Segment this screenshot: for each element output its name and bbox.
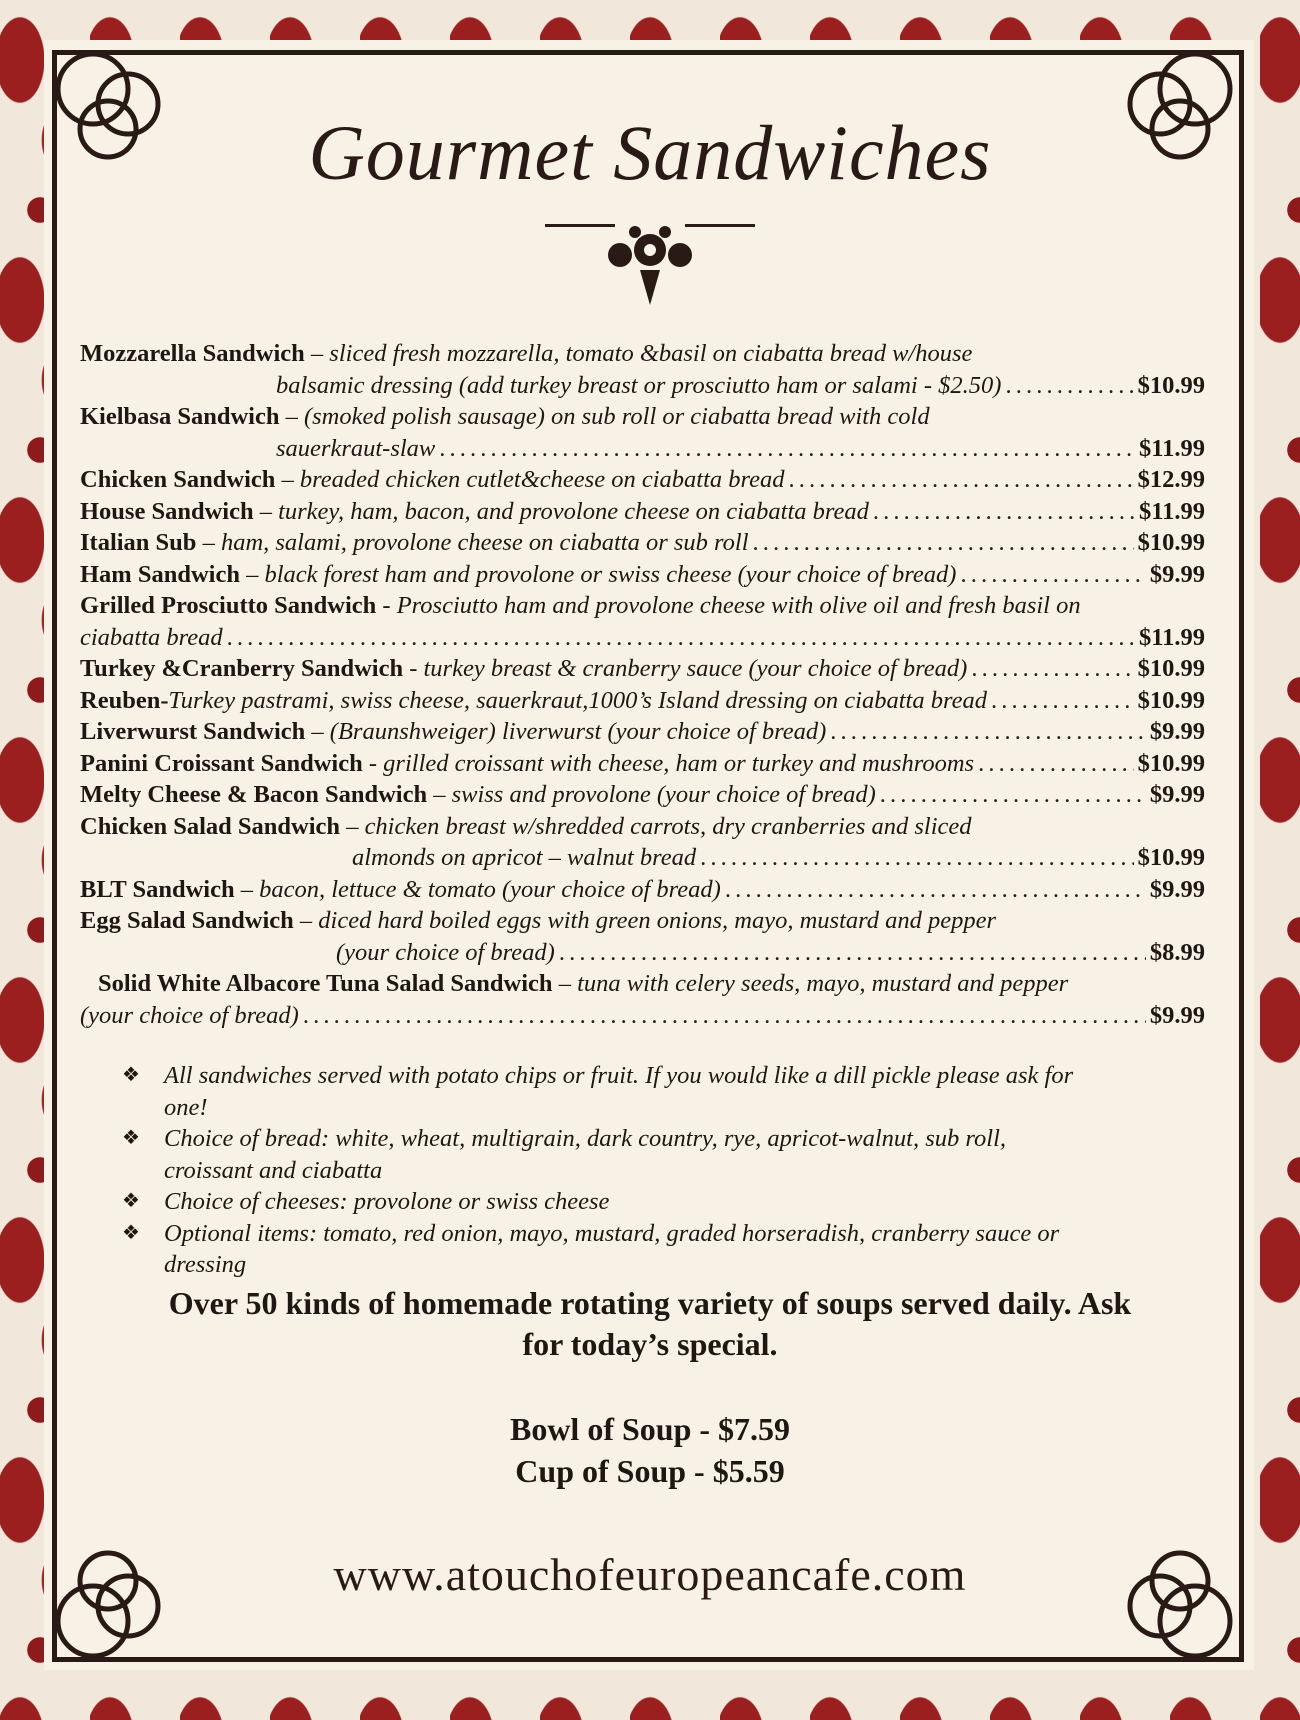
menu-item-name: Chicken Sandwich [80, 466, 276, 493]
menu-item-description: breaded chicken cutlet&cheese on ciabatta bread [299, 466, 785, 493]
menu-item-description: sliced fresh mozzarella, tomato &basil on ciabatta bread w/house [329, 340, 973, 367]
menu-item-name: BLT Sandwich [80, 875, 235, 903]
dot-leader [303, 1000, 1146, 1032]
diamond-bullet-icon: ❖ [122, 1190, 140, 1212]
menu-item-name: House Sandwich [80, 497, 254, 525]
menu-item-name: Egg Salad Sandwich [80, 907, 294, 934]
dot-leader [789, 464, 1134, 496]
dot-leader [227, 622, 1135, 654]
menu-item-description-cont: ciabatta bread [80, 623, 223, 651]
menu-note-text-cont: one! [164, 1093, 208, 1121]
diamond-bullet-icon: ❖ [122, 1221, 140, 1244]
menu-item [80, 653, 1205, 685]
menu-item-description: swiss and provolone (your choice of bread) [451, 781, 876, 808]
menu-item-name: Reuben- [80, 686, 169, 714]
menu-item-price: $9.99 [1149, 718, 1205, 745]
menu-item [80, 527, 1205, 559]
menu-item [80, 779, 1205, 811]
menu-item-separator: – [275, 466, 300, 493]
menu-item-description-cont: balsamic dressing (add turkey breast or prosciutto ham or salami - $2.50) [276, 371, 1002, 399]
menu-item-price: $10.99 [1137, 749, 1205, 777]
menu-item-description: chicken breast w/shredded carrots, dry cranberries and sliced [364, 812, 972, 840]
menu-item-price: $8.99 [1149, 938, 1205, 966]
menu-item-name: Solid White Albacore Tuna Salad Sandwich [98, 970, 553, 997]
menu-note-text: Optional items: tomato, red onion, mayo, mustard, graded horseradish, cranberry sauce or [164, 1219, 1060, 1247]
menu-item-name: Panini Croissant Sandwich [80, 749, 363, 777]
menu-item-name: Italian Sub [80, 529, 197, 556]
menu-item-description: Prosciutto ham and provolone cheese with olive oil and fresh basil on [396, 592, 1081, 619]
menu-item-separator: – [253, 497, 279, 525]
menu-item-separator: – [305, 718, 330, 745]
dot-leader [1005, 370, 1133, 402]
menu-item-price: $11.99 [1138, 623, 1205, 651]
menu-item-separator: - [362, 749, 384, 777]
diamond-bullet-icon: ❖ [122, 1064, 140, 1086]
menu-item-description: black forest ham and provolone or swiss cheese (your choice of bread) [264, 560, 957, 588]
menu-item-separator: - [403, 655, 424, 682]
menu-item [80, 464, 1205, 496]
menu-item-description: Turkey pastrami, swiss cheese, sauerkraut,1000’s Island dressing on ciabatta bread [168, 686, 987, 714]
sandwich-list [80, 338, 1205, 1031]
website-url: www.atouchofeuropeancafe.com [333, 1549, 967, 1600]
menu-item-description: turkey breast & cranberry sauce (your choice of bread) [423, 655, 968, 682]
menu-title: Gourmet Sandwiches [308, 109, 992, 196]
menu-item [80, 338, 1205, 401]
menu-item [80, 874, 1205, 906]
menu-item-name: Ham Sandwich [80, 560, 240, 588]
soup-announcement-line-2: for today’s special. [522, 1326, 778, 1362]
menu-item-separator: – [552, 970, 578, 997]
menu-item-description-cont: (your choice of bread) [336, 938, 555, 966]
menu-item-separator: – [427, 781, 452, 808]
dot-leader [830, 716, 1146, 748]
menu-item [80, 401, 1205, 464]
menu-item-name: Chicken Salad Sandwich [80, 812, 341, 840]
menu-note [122, 1060, 1202, 1123]
dot-leader [700, 842, 1133, 874]
cup-of-soup-price: Cup of Soup - $5.59 [515, 1453, 785, 1489]
dot-leader [439, 433, 1135, 465]
dot-leader [960, 559, 1145, 591]
menu-item-description-cont: almonds on apricot – walnut bread [352, 844, 697, 871]
menu-note-text: Choice of cheeses: provolone or swiss cheese [164, 1188, 610, 1215]
menu-item-price: $9.99 [1149, 560, 1205, 588]
menu-item-separator: – [196, 529, 221, 556]
menu-item-description: bacon, lettuce & tomato (your choice of bread) [259, 875, 721, 903]
menu-item-description-cont: sauerkraut-slaw [276, 434, 436, 462]
menu-item-price: $10.99 [1137, 529, 1205, 556]
menu-item-name: Grilled Prosciutto Sandwich [80, 592, 377, 619]
dot-leader [978, 748, 1134, 780]
soup-prices [0, 1408, 1300, 1492]
menu-item-price: $10.99 [1137, 686, 1205, 714]
menu-item-description: (smoked polish sausage) on sub roll or ciabatta bread with cold [303, 403, 930, 430]
menu-item-price: $10.99 [1137, 371, 1205, 399]
dot-leader [725, 874, 1146, 906]
menu-item [80, 716, 1205, 748]
menu-item-name: Turkey &Cranberry Sandwich [80, 655, 404, 682]
menu-item-name: Melty Cheese & Bacon Sandwich [80, 781, 428, 808]
menu-note-text-cont: croissant and ciabatta [164, 1156, 383, 1184]
menu-item-separator: – [340, 812, 365, 840]
menu-item [80, 968, 1205, 1031]
bowl-of-soup-price: Bowl of Soup - $7.59 [509, 1411, 791, 1447]
menu-item-separator: – [234, 875, 260, 903]
menu-item-name: Liverwurst Sandwich [80, 718, 306, 745]
diamond-bullet-icon: ❖ [122, 1127, 140, 1149]
menu-item-separator: - [376, 592, 397, 619]
menu-item-description: turkey, ham, bacon, and provolone cheese on ciabatta bread [278, 497, 869, 525]
menu-item-name: Mozzarella Sandwich [80, 340, 305, 367]
menu-item-separator: – [304, 340, 330, 367]
menu-item-description: (Braunshweiger) liverwurst (your choice of bread) [329, 718, 827, 745]
menu-note [122, 1186, 1202, 1218]
dot-leader [880, 779, 1146, 811]
menu-note-text-cont: dressing [164, 1251, 247, 1278]
menu-item [80, 905, 1205, 968]
menu-item-price: $11.99 [1138, 497, 1205, 525]
menu-item-name: Kielbasa Sandwich [80, 403, 280, 430]
menu-item-separator: – [239, 560, 265, 588]
menu-note-text: Choice of bread: white, wheat, multigrain, dark country, rye, apricot-walnut, sub roll, [164, 1125, 1007, 1152]
ornamental-flourish-icon [535, 210, 765, 320]
soup-announcement-line-1: Over 50 kinds of homemade rotating variety of soups served daily. Ask [168, 1285, 1132, 1321]
soup-announcement [80, 1283, 1220, 1365]
dot-leader [873, 496, 1135, 528]
menu-note [122, 1123, 1202, 1186]
menu-item [80, 496, 1205, 528]
menu-item-price: $9.99 [1149, 781, 1205, 808]
menu-item-description: ham, salami, provolone cheese on ciabatta or sub roll [220, 529, 749, 556]
menu-item-price: $9.99 [1149, 875, 1205, 903]
menu-item-description-cont: (your choice of bread) [80, 1001, 299, 1029]
menu-item [80, 685, 1205, 717]
dot-leader [753, 527, 1134, 559]
menu-note-text: All sandwiches served with potato chips or fruit. If you would like a dill pickle please ask for [164, 1062, 1074, 1089]
menu-item-description: diced hard boiled eggs with green onions, mayo, mustard and pepper [318, 907, 997, 934]
menu-note [122, 1218, 1202, 1281]
menu-item [80, 590, 1205, 653]
menu-item-price: $10.99 [1137, 655, 1205, 682]
dot-leader [559, 937, 1146, 969]
menu-item [80, 559, 1205, 591]
menu-item-description: grilled croissant with cheese, ham or turkey and mushrooms [383, 749, 975, 777]
menu-item-separator: – [279, 403, 304, 430]
menu-notes [122, 1060, 1202, 1281]
menu-item-price: $11.99 [1138, 434, 1205, 462]
dot-leader [991, 685, 1134, 717]
menu-item [80, 811, 1205, 874]
menu-item-price: $9.99 [1149, 1001, 1205, 1029]
menu-item [80, 748, 1205, 780]
menu-item-price: $12.99 [1137, 466, 1205, 493]
dot-leader [971, 653, 1133, 685]
menu-item-separator: – [293, 907, 319, 934]
menu-item-description: tuna with celery seeds, mayo, mustard and pepper [577, 970, 1069, 997]
menu-item-price: $10.99 [1137, 844, 1205, 871]
